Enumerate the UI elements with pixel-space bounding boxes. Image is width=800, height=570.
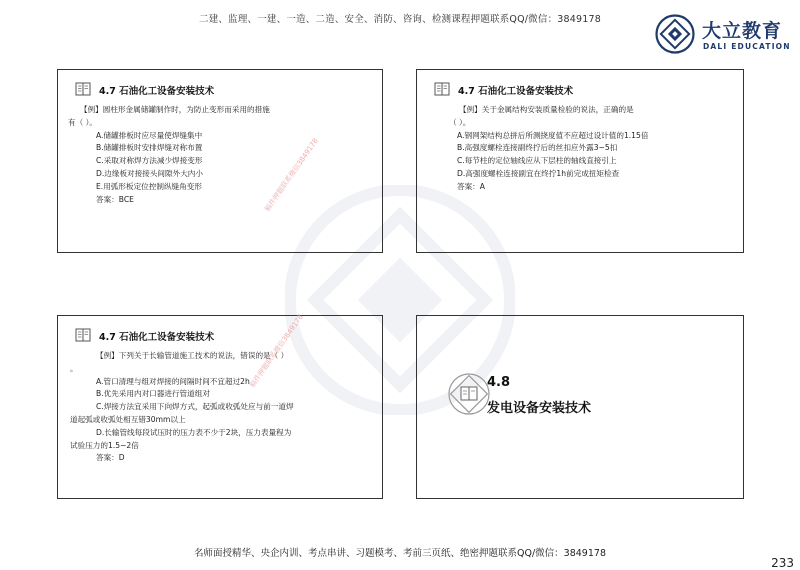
slide-body <box>68 350 368 465</box>
section-title: 发电设备安装技术 <box>487 401 592 416</box>
option-c-cont: 道起弧或收弧处相互错30mm以上 <box>70 414 186 424</box>
answer: 答案：A <box>457 181 485 191</box>
option-b: B.高强度螺栓连接副终拧后的丝扣应外露3~5扣 <box>457 143 618 153</box>
slide-1 <box>57 69 383 253</box>
option-c: C.每节柱的定位轴线应从下层柱的轴线直接引上 <box>457 156 617 166</box>
slide-title: 4.7 石油化工设备安装技术 <box>99 86 215 97</box>
slide-3 <box>57 312 383 499</box>
option-c: C.采取对称焊方法减少焊接变形 <box>96 156 203 166</box>
slide-title: 4.7 石油化工设备安装技术 <box>99 332 215 343</box>
question-stem-cont: 有（ ）。 <box>68 117 97 127</box>
answer: 答案：D <box>96 453 125 463</box>
stamp: 稿件押题联系微信3849178 <box>248 312 305 390</box>
book-icon <box>75 81 91 97</box>
section-icon <box>447 372 491 416</box>
book-icon <box>434 81 450 97</box>
question-stem-cont: 。 <box>70 363 78 373</box>
logo-mark <box>655 14 697 54</box>
logo-name-en: DALI EDUCATION <box>703 42 791 51</box>
option-a: A.钢网架结构总拼后所测挠度值不应超过设计值的1.15倍 <box>457 130 649 140</box>
option-b: B.储罐排板时安排焊缝对称布置 <box>96 143 203 153</box>
option-a: A.管口清理与组对焊接的间隔时间不宜超过2h <box>96 376 250 386</box>
stamp: 稿件押题联系微信3849178 <box>263 136 320 214</box>
bottom-banner: 名师面授精华、央企内训、考点串讲、习题模考、考前三页纸、绝密押题联系QQ/微信：3849178 <box>194 548 606 559</box>
slide-4 <box>416 315 744 499</box>
option-b: B.优先采用内对口器进行管道组对 <box>96 389 210 399</box>
question-stem: 【例】关于金属结构安装质量检验的说法，正确的是 <box>459 105 634 114</box>
question-stem: 【例】下列关于长输管道施工技术的说法，错误的是（ ） <box>96 351 289 360</box>
book-icon <box>75 327 91 343</box>
option-c: C.焊接方法宜采用下向焊方式，起弧或收弧处应与前一道焊 <box>96 402 294 412</box>
option-d: D.长输管线每段试压时的压力表不少于2块，压力表量程为 <box>96 427 292 437</box>
slide-body <box>68 104 368 206</box>
option-a: A.储罐排板时应尽量使焊缝集中 <box>96 130 203 140</box>
slide-body <box>427 104 727 194</box>
answer: 答案：BCE <box>96 194 134 204</box>
slide-title: 4.7 石油化工设备安装技术 <box>458 86 574 97</box>
option-d: D.高强度螺栓连接副宜在终拧1h前完成扭矩检查 <box>457 168 620 178</box>
slide-2 <box>416 69 744 253</box>
option-d-cont: 试验压力的1.5~2倍 <box>70 440 139 450</box>
question-stem: 【例】圆柱形金属储罐制作时，为防止变形而采用的措施 <box>80 105 270 114</box>
question-stem-cont: （ ）。 <box>449 117 471 127</box>
page-number: 233 <box>771 556 794 570</box>
logo-name-cn: 大立教育 <box>702 20 783 42</box>
top-banner: 二建、监理、一建、一造、二造、安全、消防、咨询、检测课程押题联系QQ/微信：3849178 <box>199 14 601 25</box>
option-d: D.边缘板对接接头间隙外大内小 <box>96 168 203 178</box>
option-e: E.用弧形板定位控制纵缝角变形 <box>96 181 202 191</box>
logo <box>655 14 795 54</box>
section-number: 4.8 <box>487 375 511 390</box>
